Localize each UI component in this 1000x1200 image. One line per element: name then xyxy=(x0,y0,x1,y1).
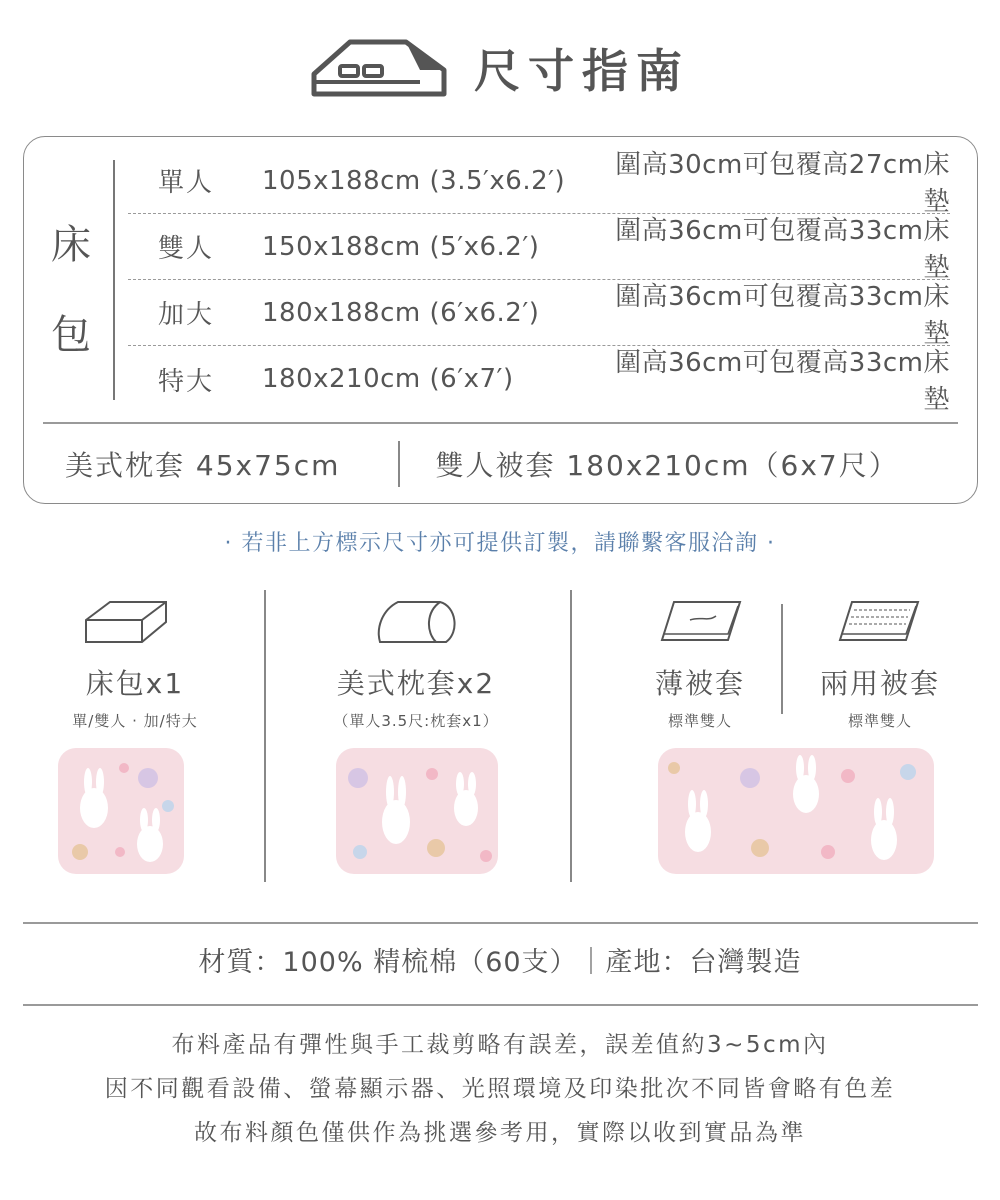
size-note: 圍高36cm可包覆高33cm床墊 xyxy=(615,348,950,415)
disclaimer-line: 因不同觀看設備、螢幕顯示器、光照環境及印染批次不同皆會略有色差 xyxy=(104,1076,896,1102)
material-origin: 材質：100% 精梳棉（60支）｜產地：台灣製造 xyxy=(198,947,802,978)
size-row-king xyxy=(128,346,950,415)
size-name: 單人 xyxy=(158,168,215,198)
size-name: 加大 xyxy=(158,300,215,330)
disclaimer-line: 布料產品有彈性與手工裁剪略有誤差，誤差值約3~5cm內 xyxy=(171,1032,829,1058)
size-row-queen xyxy=(128,280,950,349)
item-name-pillowcase: 美式枕套x2 xyxy=(336,667,496,700)
item-name-thin-duvet: 薄被套 xyxy=(654,667,745,700)
fabric-swatch xyxy=(336,748,498,874)
size-note: 圍高36cm可包覆高33cm床墊 xyxy=(615,215,950,283)
fitted-sheet-label xyxy=(46,200,96,380)
fitted-sheet-icon xyxy=(82,598,170,646)
page-title: 尺寸指南 xyxy=(474,44,690,98)
extras-divider xyxy=(398,441,400,487)
fabric-swatch xyxy=(658,748,934,874)
item-name-fitted-sheet: 床包x1 xyxy=(85,667,185,700)
size-dimensions: 105x188cm (3.5′x6.2′) xyxy=(262,165,566,196)
extras-row xyxy=(43,436,958,492)
house-bed-icon xyxy=(310,36,448,100)
fitted-sheet-label-line1: 床 xyxy=(51,222,91,268)
fitted-sheet-label-line2: 包 xyxy=(51,312,91,358)
column-divider xyxy=(570,590,572,882)
fabric-swatch xyxy=(58,748,184,874)
pillowcase-size: 美式枕套 45x75cm xyxy=(65,449,341,482)
size-name: 雙人 xyxy=(158,234,215,264)
custom-order-note: · 若非上方標示尺寸亦可提供訂製，請聯繫客服洽詢 · xyxy=(224,531,776,556)
disclaimer-line: 故布料顏色僅供作為挑選參考用，實際以收到實品為準 xyxy=(194,1120,806,1146)
material-bottom-rule xyxy=(23,1004,978,1006)
label-divider xyxy=(113,160,115,400)
size-dimensions: 150x188cm (5′x6.2′) xyxy=(262,231,540,262)
size-dimensions: 180x188cm (6′x6.2′) xyxy=(262,297,540,328)
item-sub-quilted-duvet: 標準雙人 xyxy=(847,712,912,730)
table-divider xyxy=(43,422,958,424)
material-top-rule xyxy=(23,922,978,924)
size-dimensions: 180x210cm (6′x7′) xyxy=(262,364,514,394)
column-divider xyxy=(264,590,266,882)
page-header xyxy=(0,28,1000,108)
item-sub-pillowcase: （單人3.5尺:枕套x1） xyxy=(333,712,499,730)
thin-duvet-icon xyxy=(660,598,742,644)
size-note: 圍高30cm可包覆高27cm床墊 xyxy=(615,149,950,217)
size-row-single xyxy=(128,148,950,217)
item-sub-thin-duvet: 標準雙人 xyxy=(667,712,732,730)
item-name-quilted-duvet: 兩用被套 xyxy=(819,667,940,700)
item-sub-fitted-sheet: 單/雙人 · 加/特大 xyxy=(72,712,198,730)
duvet-size: 雙人被套 180x210cm（6x7尺） xyxy=(435,449,899,482)
quilted-duvet-icon xyxy=(838,598,920,644)
size-row-double xyxy=(128,214,950,283)
size-name: 特大 xyxy=(158,366,215,397)
pillow-icon xyxy=(374,598,460,646)
size-note: 圍高36cm可包覆高33cm床墊 xyxy=(615,281,950,349)
